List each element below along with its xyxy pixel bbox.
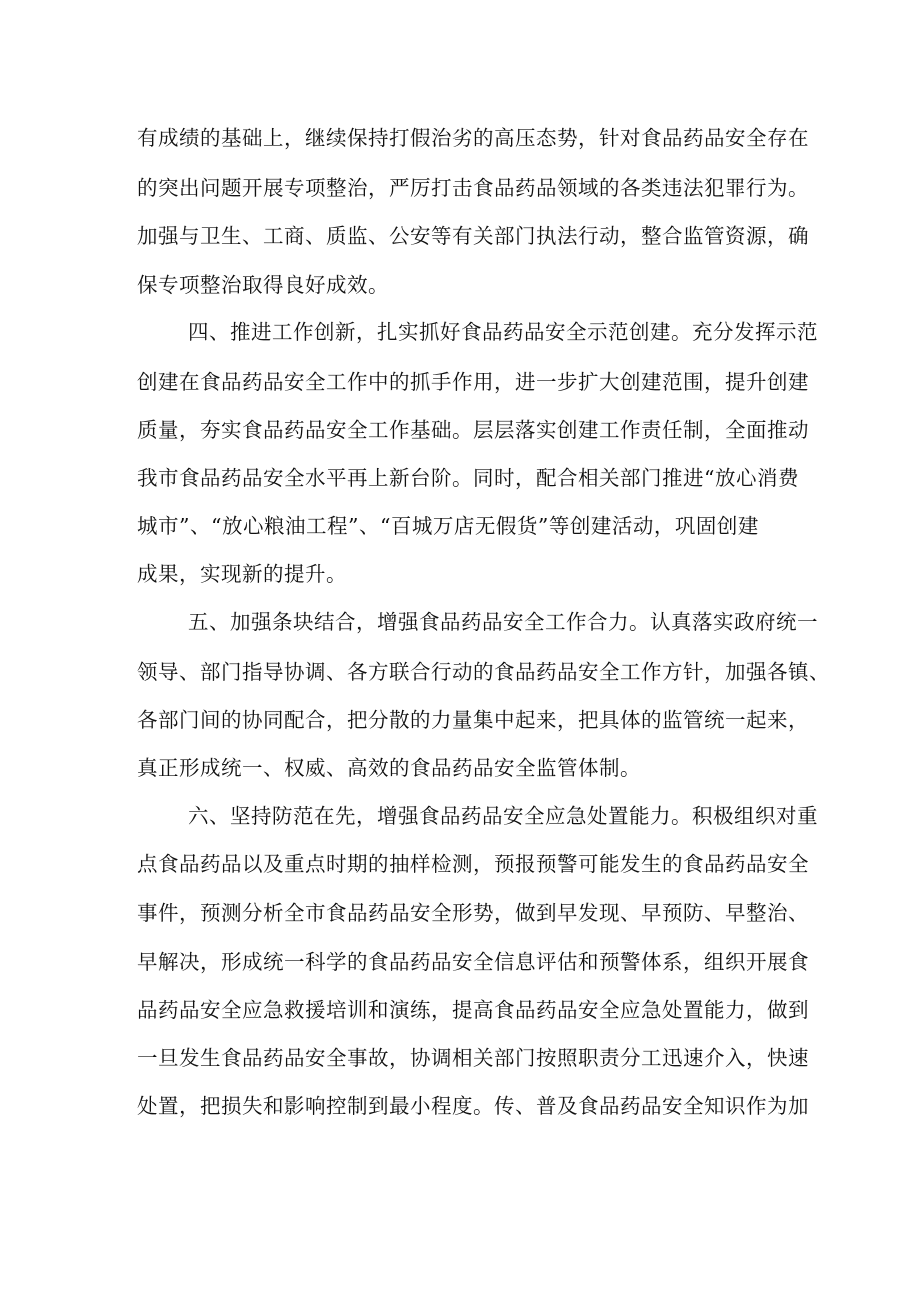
text-line: 的突出问题开展专项整治，严厉打击食品药品领域的各类违法犯罪行为。 [137,176,809,200]
text-line: 处置，把损失和影响控制到最小程度。传、普及食品药品安全知识作为加 [137,1094,809,1118]
text-line: 各部门间的协同配合，把分散的力量集中起来，把具体的监管统一起来， [137,708,809,732]
text-line: 质量，夯实食品药品安全工作基础。层层落实创建工作责任制，全面推动 [137,418,809,442]
text-line: 创建在食品药品安全工作中的抓手作用，进一步扩大创建范围，提升创建 [137,370,809,394]
text-line: 城市”、“放心粮油工程”、“百城万店无假货”等创建活动，巩固创建 [137,514,759,538]
text-line: 有成绩的基础上，继续保持打假治劣的高压态势，针对食品药品安全存在 [137,126,809,150]
text-line: 成果，实现新的提升。 [137,562,347,586]
text-line: 一旦发生食品药品安全事故，协调相关部门按照职责分工迅速介入，快速 [137,1046,809,1070]
text-line: 四、推进工作创新，扎实抓好食品药品安全示范创建。充分发挥示范 [188,320,818,344]
text-line: 我市食品药品安全水平再上新台阶。同时，配合相关部门推进“放心消费 [137,466,799,490]
text-line: 五、加强条块结合，增强食品药品安全工作合力。认真落实政府统一 [188,610,818,634]
text-line: 点食品药品以及重点时期的抽样检测，预报预警可能发生的食品药品安全 [137,852,809,876]
text-line: 真正形成统一、权威、高效的食品药品安全监管体制。 [137,756,641,780]
text-line: 品药品安全应急救援培训和演练，提高食品药品安全应急处置能力，做到 [137,998,809,1022]
text-line: 早解决，形成统一科学的食品药品安全信息评估和预警体系，组织开展食 [137,950,809,974]
text-line: 事件，预测分析全市食品药品安全形势，做到早发现、早预防、早整治、 [137,901,809,925]
text-line: 加强与卫生、工商、质监、公安等有关部门执法行动，整合监管资源，确 [137,224,809,248]
text-line: 六、坚持防范在先，增强食品药品安全应急处置能力。积极组织对重 [188,804,818,828]
text-line: 保专项整治取得良好成效。 [137,273,389,297]
text-line: 领导、部门指导协调、各方联合行动的食品药品安全工作方针，加强各镇、 [137,660,830,684]
